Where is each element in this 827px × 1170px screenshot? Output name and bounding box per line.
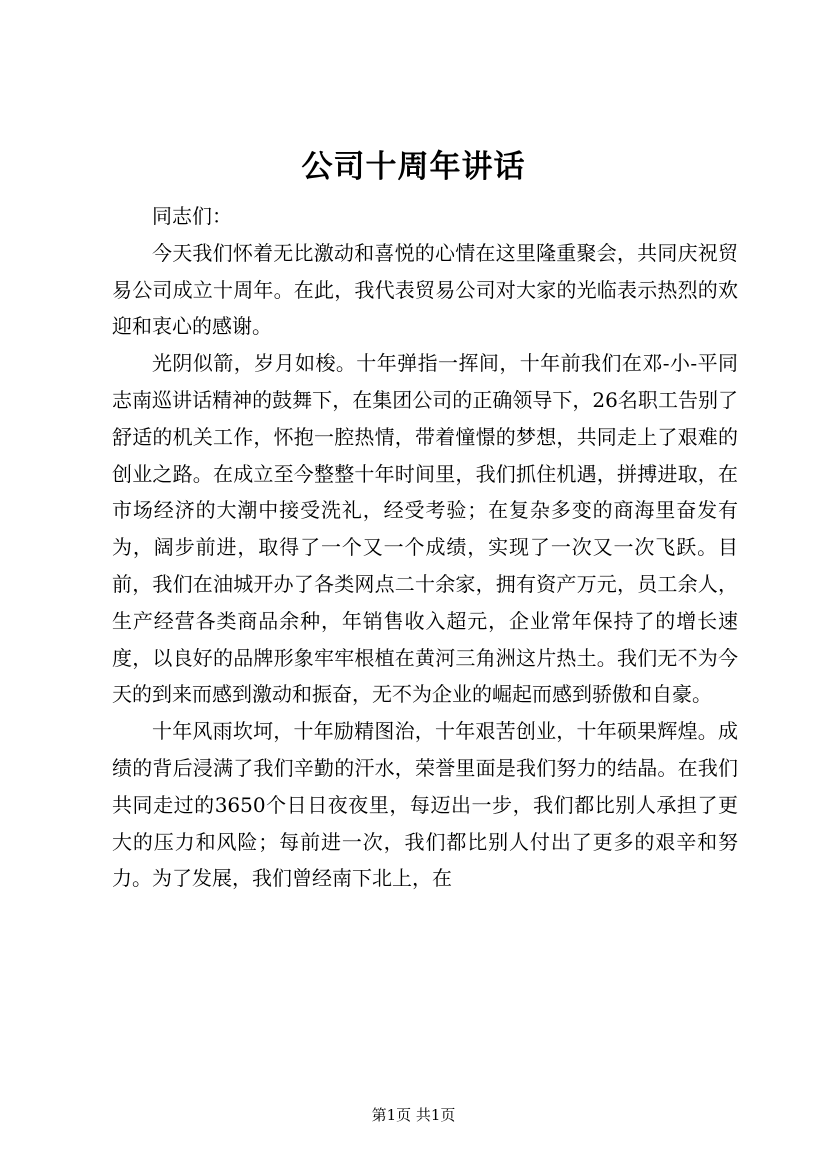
page-footer: [0, 1105, 827, 1125]
paragraph-history: 光阴似箭，岁月如梭。十年弹指一挥间，十年前我们在邓-小-平同志南巡讲话精神的鼓舞下，在集团公司的正确领导下，26名职工告别了舒适的机关工作，怀抱一腔热情，带着憧憬的梦想，共同走上了艰难的创业之路。在成立至今整整十年时间里，我们抓住机遇，拼搏进取，在市场经济的大潮中接受洗礼，经受考验；在复杂多变的商海里奋发有为，阔步前进，取得了一个又一个成绩，实现了一次又一次飞跃。目前，我们在油城开办了各类网点二十余家，拥有资产万元，员工余人，生产经营各类商品余种，年销售收入超元，企业常年保持了的增长速度，以良好的品牌形象牢牢根植在黄河三角洲这片热土。我们无不为今天的到来而感到激动和振奋，无不为企业的崛起而感到骄傲和自豪。: [112, 351, 738, 707]
page-number-label: 第1页 共1页: [371, 1106, 456, 1124]
salutation: 同志们：: [152, 204, 232, 228]
document-title: 公司十周年讲话: [301, 149, 526, 185]
paragraph-achievements: 十年风雨坎坷，十年励精图治，十年艰苦创业，十年硕果辉煌。成绩的背后浸满了我们辛勤的汗水，荣誉里面是我们努力的结晶。在我们共同走过的3650个日日夜夜里，每迈出一步，我们都比别人承担了更大的压力和风险；每前进一次，我们都比别人付出了更多的艰辛和努力。为了发展，我们曾经南下北上，在: [112, 719, 738, 891]
document-body: [112, 198, 738, 897]
paragraph-welcome: 今天我们怀着无比激动和喜悦的心情在这里隆重聚会，共同庆祝贸易公司成立十周年。在此，我代表贸易公司对大家的光临表示热烈的欢迎和衷心的感谢。: [112, 240, 738, 339]
